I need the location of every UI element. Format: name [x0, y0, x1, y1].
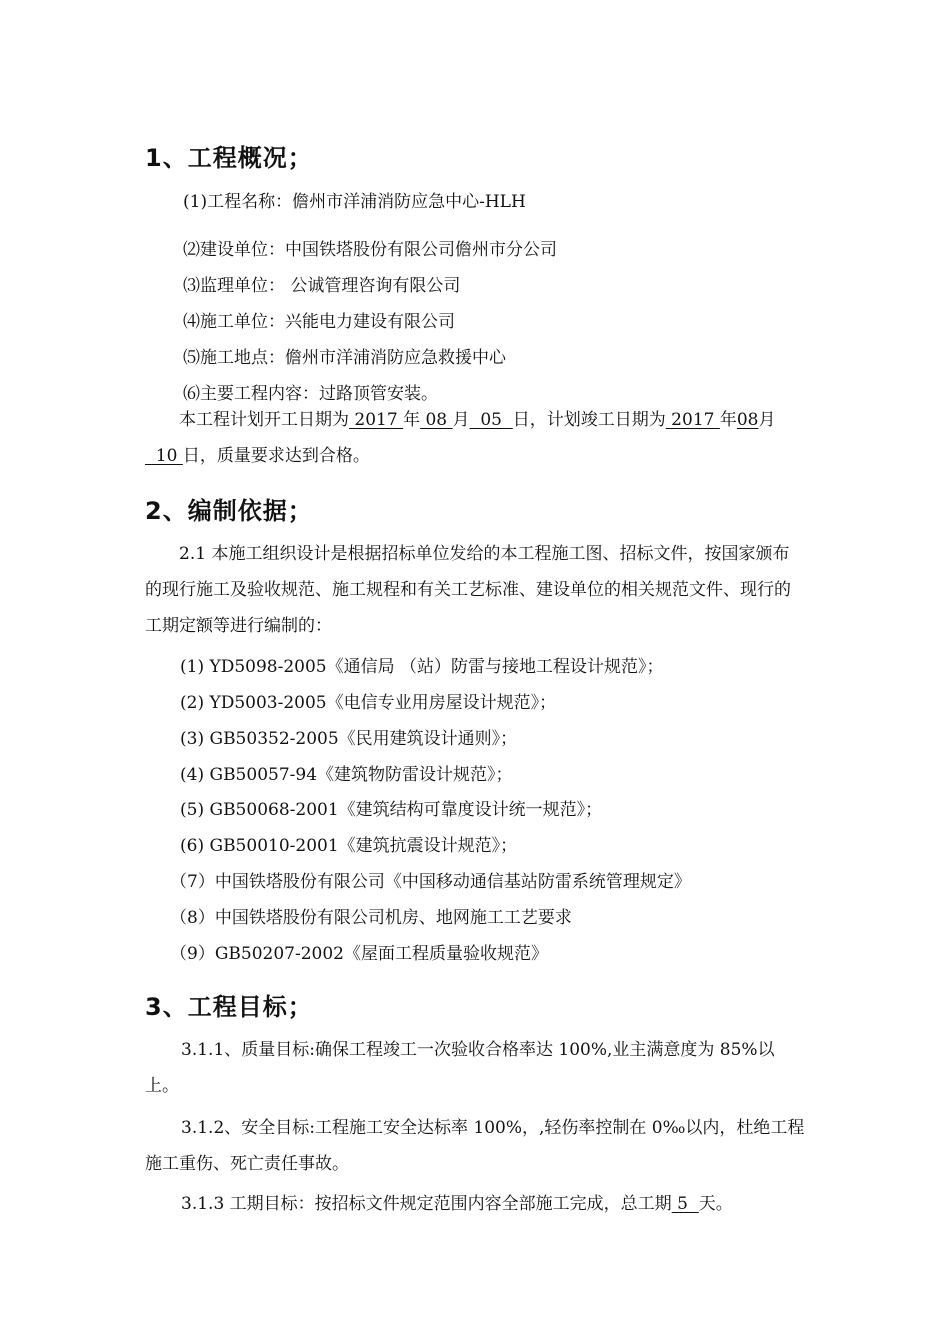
duration-target: 3.1.3 工期目标：按招标文件规定范围内容全部施工完成，总工期 5 天。 — [181, 1194, 733, 1214]
basis-item: (1) YD5098-2005《通信局 （站）防雷与接地工程设计规范》； — [180, 657, 664, 677]
owner-unit: ⑵建设单位：中国铁塔股份有限公司儋州市分公司 — [183, 240, 557, 260]
project-name: (1)工程名称：儋州市洋浦消防应急中心-HLH — [183, 192, 526, 212]
basis-item: （7）中国铁塔股份有限公司《中国移动通信基站防雷系统管理规定》 — [170, 872, 691, 892]
basis-item: (3) GB50352-2005《民用建筑设计通则》； — [180, 729, 518, 749]
end-month: 08 — [736, 410, 759, 430]
end-year: 2017 — [665, 410, 720, 430]
end-day: 10 — [145, 446, 183, 466]
safety-target: 3.1.2、安全目标:工程施工安全达标率 100%，,轻伤率控制在 0‰以内，杜绝工程施工重伤、死亡责任事故。 — [145, 1118, 805, 1174]
section-2-heading: 2、编制依据； — [145, 497, 313, 525]
main-work-content: ⑹主要工程内容：过路顶管安装。 — [183, 384, 438, 404]
basis-item: (6) GB50010-2001《建筑抗震设计规范》； — [180, 836, 518, 856]
start-month: 08 — [420, 410, 453, 430]
basis-item: （9）GB50207-2002《屋面工程质量验收规范》 — [170, 944, 548, 964]
basis-item: (4) GB50057-94《建筑物防雷设计规范》； — [180, 765, 513, 785]
section-1-heading: 1、工程概况； — [145, 144, 313, 172]
supervision-unit: ⑶监理单位： 公诚管理咨询有限公司 — [183, 276, 461, 296]
total-days: 5 — [671, 1194, 699, 1214]
section-3-heading: 3、工程目标； — [145, 993, 313, 1021]
start-day: 05 — [469, 410, 513, 430]
schedule-paragraph: 本工程计划开工日期为 2017 年 08 月 05 日，计划竣工日期为 2017 年08月 10 日，质量要求达到合格。 — [145, 410, 776, 466]
basis-intro-paragraph: 2.1 本施工组织设计是根据招标单位发给的本工程施工图、招标文件，按国家颁布的现行施工及验收规范、施工规程和有关工艺标准、建设单位的相关规范文件、现行的工期定额等进行编制的： — [145, 544, 791, 636]
construction-site: ⑸施工地点：儋州市洋浦消防应急救援中心 — [183, 348, 506, 368]
construction-unit: ⑷施工单位：兴能电力建设有限公司 — [183, 312, 455, 332]
basis-item: (5) GB50068-2001《建筑结构可靠度设计统一规范》； — [180, 800, 603, 820]
start-year: 2017 — [349, 410, 404, 430]
quality-target: 3.1.1、质量目标:确保工程竣工一次验收合格率达 100%,业主满意度为 85%以上。 — [145, 1040, 775, 1096]
basis-item: (2) YD5003-2005《电信专业用房屋设计规范》； — [180, 693, 557, 713]
basis-item: （8）中国铁塔股份有限公司机房、地网施工工艺要求 — [170, 908, 572, 928]
